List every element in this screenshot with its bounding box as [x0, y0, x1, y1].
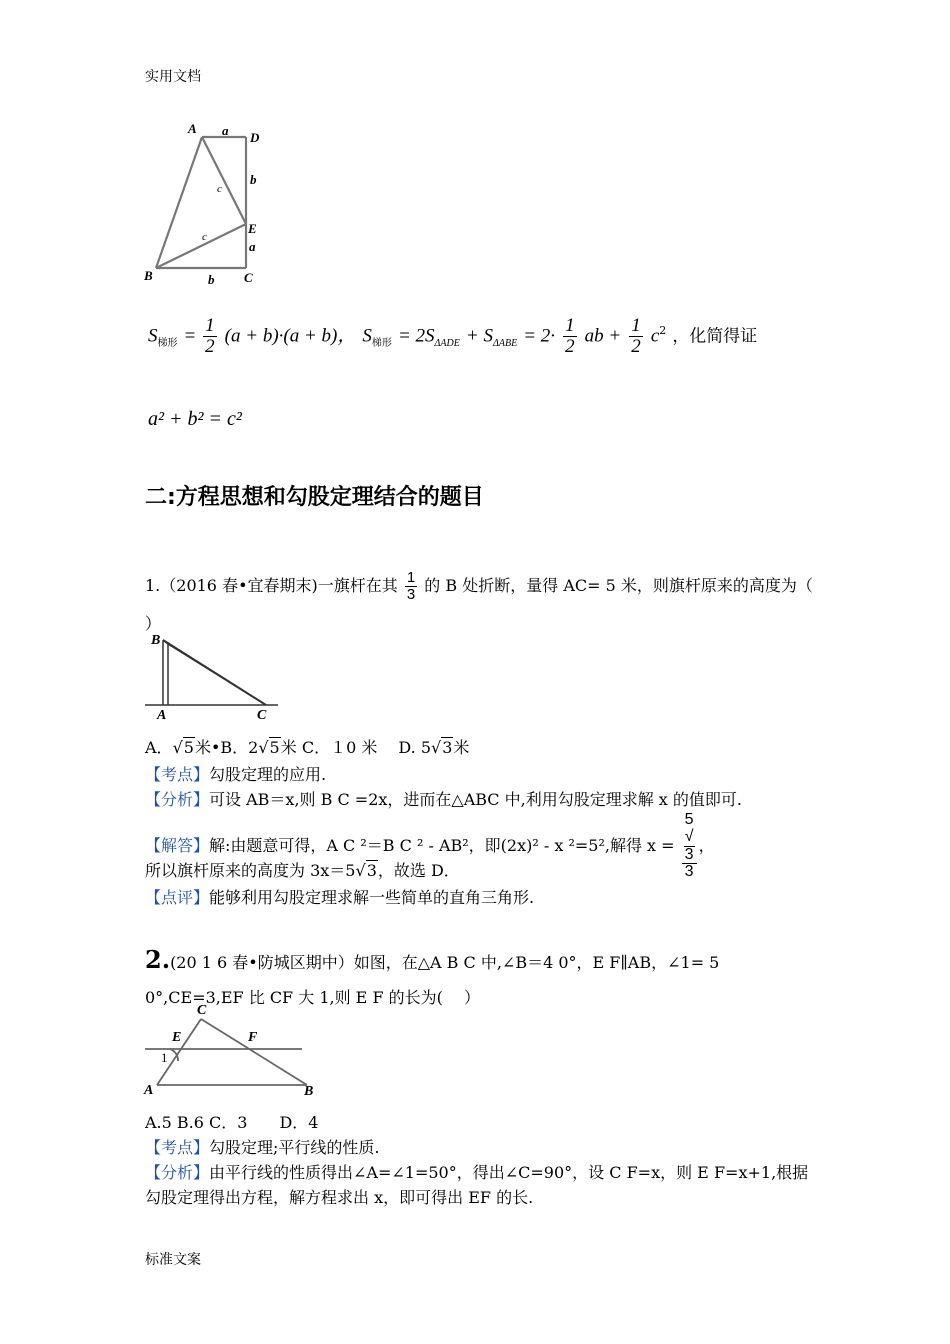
flagpole-diagram — [0, 630, 950, 730]
label-C: C — [244, 270, 253, 285]
q1-kaodian: 【考点】勾股定理的应用. — [145, 765, 327, 784]
q2-fenxi-line2: 勾股定理得出方程，解方程求出 x，即可得出 EF 的长. — [145, 1188, 534, 1207]
label-A: A — [188, 121, 197, 136]
label-B: B — [144, 268, 153, 283]
q2-label-1: 1 — [161, 1050, 168, 1065]
label-c-upper: c — [217, 183, 222, 195]
sqrt-5-b: √5 — [258, 738, 280, 757]
q2-options: A.5 B.6 C．3 D．4 — [145, 1113, 319, 1132]
sqrt-3-d: √3 — [431, 738, 453, 757]
s-symbol: S — [148, 325, 158, 347]
trapezoid-diagram — [0, 0, 950, 300]
q2-stem: 2.(20 1 6 春•防城区期中）如图，在△A B C 中,∠B＝4 0°，E F∥AB，∠1= 5 — [145, 945, 720, 974]
q1-label-C: C — [257, 708, 267, 723]
q2-label-A: A — [144, 1083, 154, 1098]
q2-fenxi: 【分析】由平行线的性质得出∠A=∠1=50°，得出∠C=90°，设 C F=x，则 E F=x+1,根据 — [145, 1163, 809, 1182]
label-E: E — [248, 221, 257, 236]
page-header: 实用文档 — [145, 69, 201, 85]
label-a-top: a — [222, 123, 229, 138]
q1-options: A．√5米•B．2√5米 C．１0 米 D. 5√3米 — [145, 738, 470, 757]
q1-fraction: $\frac{1}{3}$ — [406, 569, 416, 603]
q2-stem-line2: 0°,CE=3,EF 比 CF 大 1,则 E F 的长为( ） — [145, 988, 480, 1007]
label-a-right: a — [249, 239, 256, 254]
q2-number: 2. — [145, 945, 171, 974]
formula-tail: ，化简得证 — [672, 326, 758, 347]
q1-stem-close: ） — [145, 614, 162, 633]
half-fraction-3: $\frac{1}{2}$ — [631, 315, 641, 357]
q2-label-B: B — [304, 1084, 314, 1099]
q1-label-B: B — [151, 633, 161, 648]
label-b-right: b — [250, 172, 257, 187]
sqrt-3-conclusion: √3 — [355, 861, 377, 880]
half-fraction-2: $\frac{1}{2}$ — [565, 315, 575, 357]
q2-kaodian: 【考点】勾股定理;平行线的性质. — [145, 1138, 380, 1157]
q1-fenxi: 【分析】可设 AB＝x,则 B C =2x，进而在△ABC 中,利用勾股定理求解 x 的值即可. — [145, 790, 743, 809]
q2-label-C: C — [197, 1003, 207, 1018]
half-fraction: $\frac{1}{2}$ — [205, 315, 215, 357]
sqrt-5-a: √5 — [172, 738, 194, 757]
q1-jieda: 【解答】解:由题意可得，A C ²＝B C ² - AB²，即(2x)² - x ²=5²,解得 x = 5 √ 3 3 ， — [145, 811, 715, 881]
q1-answer-fraction: 5 √ 3 3 — [682, 812, 697, 881]
q1-label-A: A — [157, 708, 167, 723]
label-c-lower: c — [202, 231, 207, 243]
q1-stem: 1.（2016 春•宜春期末)一旗杆在其 $\frac{1}{3}$ 的 B 处折断，量得 AC= 5 米，则旗杆原来的高度为（ — [145, 569, 813, 603]
q1-dianping: 【点评】能够利用勾股定理求解一些简单的直角三角形. — [145, 888, 535, 907]
expr-product: (a + b)·(a + b)， — [224, 325, 357, 347]
pythagorean-formula: a² + b² = c² — [148, 408, 242, 430]
section-title: 二:方程思想和勾股定理结合的题目 — [145, 485, 484, 510]
sub-trapezoid: 梯形 — [157, 338, 178, 350]
q2-label-E: E — [172, 1030, 182, 1045]
q2-label-F: F — [248, 1030, 258, 1045]
q1-conclusion: 所以旗杆原来的高度为 3x＝5√3，故选 D． — [145, 861, 460, 880]
label-D: D — [250, 130, 260, 145]
trapezoid-area-formula: $S_{梯形}$ = $\frac{1}{2}$ (a + b)·(a + b)， $S_{梯形} = 2S_{\Delta ADE} + S_{\Delta ABE} = 2\cdot$ $\frac{1}{2}$ ab + $\frac{1}{2}$ $c^2$ ，化简得证 — [148, 315, 758, 357]
label-b-bottom: b — [208, 272, 215, 287]
page-footer: 标准文案 — [145, 1252, 201, 1268]
triangle-diagram — [0, 1005, 950, 1105]
